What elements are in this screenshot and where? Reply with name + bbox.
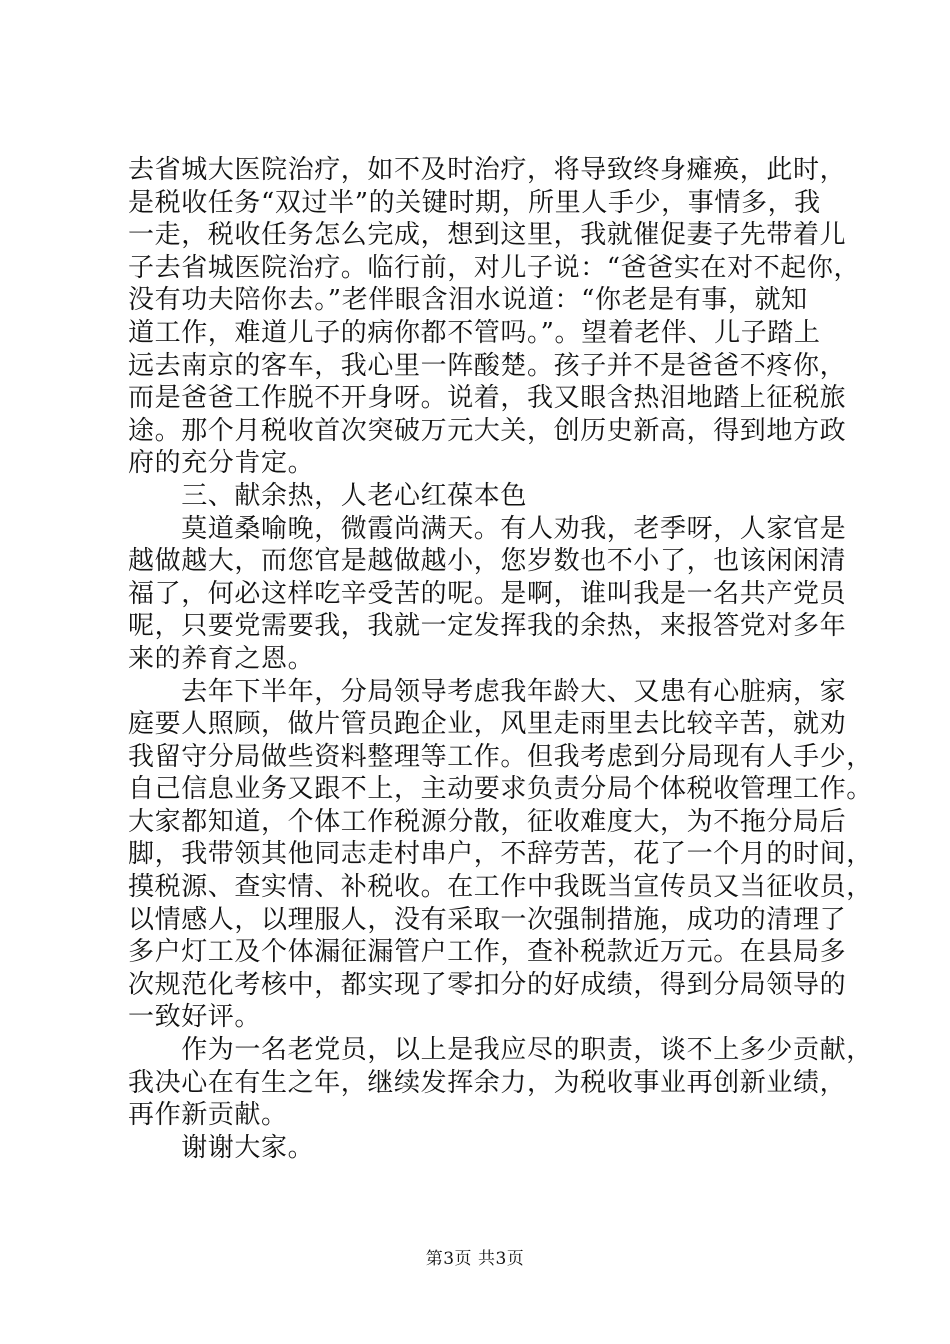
- text-line: 途。那个月税收首次突破万元大关，创历史新高，得到地方政: [128, 415, 847, 446]
- text-line: 自己信息业务又跟不上，主动要求负责分局个体税收管理工作。: [128, 774, 873, 805]
- document-body: [128, 154, 873, 1164]
- page-number-footer: 第3页 共3页: [425, 1249, 525, 1269]
- text-line: 府的充分肯定。: [128, 448, 315, 479]
- text-line: 我留守分局做些资料整理等工作。但我考虑到分局现有人手少，: [128, 741, 873, 772]
- text-line: 次规范化考核中，都实现了零扣分的好成绩，得到分局领导的: [128, 969, 847, 1000]
- text-line: 没有功夫陪你去。”老伴眼含泪水说道：“你老是有事，就知: [128, 285, 808, 316]
- text-line: 去省城大医院治疗，如不及时治疗，将导致终身瘫痪，此时，: [128, 155, 847, 185]
- text-line: 庭要人照顾，做片管员跑企业，风里走雨里去比较辛苦，就劝: [128, 709, 847, 740]
- text-line: 再作新贡献。: [128, 1100, 288, 1131]
- text-line: 大家都知道，个体工作税源分散，征收难度大，为不拖分局后: [128, 806, 847, 837]
- text-line: 莫道桑喻晚，微霞尚满天。有人劝我，老季呀，人家官是: [128, 513, 847, 544]
- closing-line: 谢谢大家。: [128, 1132, 315, 1163]
- text-line: 多户灯工及个体漏征漏管户工作，查补税款近万元。在县局多: [128, 937, 847, 968]
- text-line: 摸税源、查实情、补税收。在工作中我既当宣传员又当征收员，: [128, 872, 873, 903]
- text-line: 子去省城医院治疗。临行前，对儿子说：“爸爸实在对不起你，: [128, 252, 861, 283]
- section-heading: 三、献余热，人老心红葆本色: [128, 480, 528, 511]
- text-line: 去年下半年，分局领导考虑我年龄大、又患有心脏病，家: [128, 676, 847, 707]
- text-line: 呢，只要党需要我，我就一定发挥我的余热，来报答党对多年: [128, 611, 847, 642]
- text-line: 远去南京的客车，我心里一阵酸楚。孩子并不是爸爸不疼你，: [128, 350, 847, 381]
- text-line: 我决心在有生之年，继续发挥余力，为税收事业再创新业绩，: [128, 1067, 847, 1098]
- text-line: 一走，税收任务怎么完成，想到这里，我就催促妻子先带着儿: [128, 220, 847, 251]
- text-line: 而是爸爸工作脱不开身呀。说着，我又眼含热泪地踏上征税旅: [128, 383, 847, 414]
- text-line: 是税收任务“双过半”的关键时期，所里人手少，事情多，我: [128, 187, 821, 218]
- text-line: 来的养育之恩。: [128, 643, 315, 674]
- text-line: 以情感人，以理服人，没有采取一次强制措施，成功的清理了: [128, 904, 847, 935]
- text-line: 脚，我带领其他同志走村串户，不辞劳苦，花了一个月的时间，: [128, 839, 873, 870]
- text-line: 作为一名老党员，以上是我应尽的职责，谈不上多少贡献，: [128, 1035, 873, 1066]
- text-line: 福了，何必这样吃辛受苦的呢。是啊，谁叫我是一名共产党员: [128, 578, 847, 609]
- text-line: 道工作，难道儿子的病你都不管吗。”。望着老伴、儿子踏上: [128, 317, 821, 348]
- text-line: 越做越大，而您官是越做越小，您岁数也不小了，也该闲闲清: [128, 546, 847, 577]
- text-line: 一致好评。: [128, 1002, 262, 1033]
